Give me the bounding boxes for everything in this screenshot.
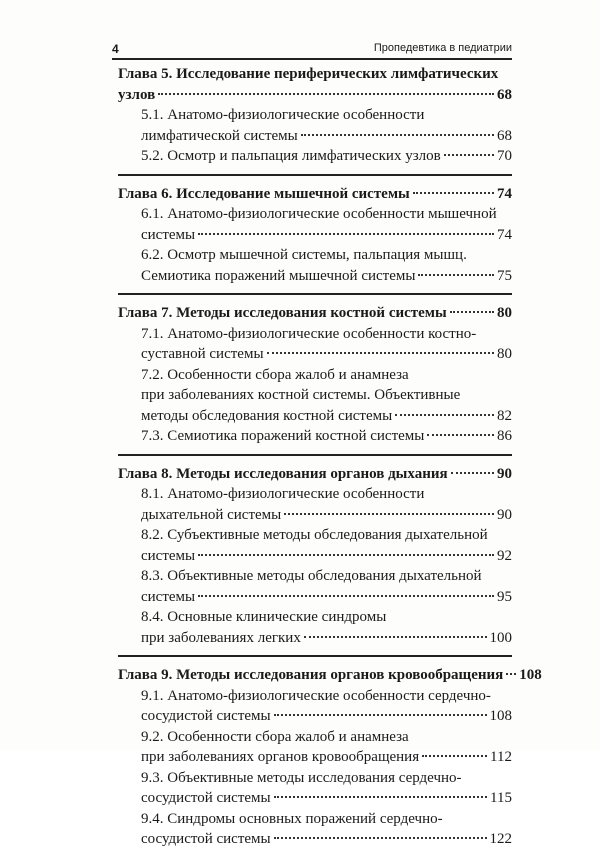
section-title-line[interactable] [118, 788, 512, 809]
section-title-text: Семиотика поражений мышечной системы [141, 267, 416, 284]
dot-leader [198, 595, 494, 597]
page-ref: 68 [497, 127, 512, 144]
section-title-line[interactable] [118, 365, 512, 386]
section-title-text: при заболеваниях легких [141, 629, 301, 646]
chapter-title-text: Глава 6. Исследование мышечной системы [118, 185, 410, 202]
section-title-text: 9.1. Анатомо-физиологические особенности сердечно- [141, 687, 491, 704]
section-title-text: системы [141, 226, 196, 243]
section-title-text: 5.2. Осмотр и пальпация лимфатических узлов [141, 148, 441, 164]
chapter-title-text: узлов [118, 86, 156, 103]
dot-leader [267, 352, 494, 354]
section-title-line[interactable] [118, 566, 512, 587]
dot-leader [450, 311, 494, 313]
section-title-text: 8.3. Объективные методы обследования дыхательной [141, 568, 482, 584]
section-title-line[interactable] [118, 587, 512, 608]
chapter-title-line[interactable] [118, 464, 512, 485]
dot-leader [284, 513, 494, 515]
section-title-text: 7.3. Семиотика поражений костной системы [141, 428, 425, 444]
page-ref: 68 [497, 86, 512, 103]
running-title: Пропедевтика в педиатрии [373, 42, 512, 54]
section-title-line[interactable] [118, 727, 512, 748]
section-title-text: системы [141, 588, 196, 605]
section-title-line[interactable] [118, 204, 512, 225]
section-title-line[interactable] [118, 126, 512, 147]
page-ref: 90 [497, 506, 512, 523]
dot-leader [198, 233, 494, 235]
section-title-text: при заболеваниях костной системы. Объективные [141, 387, 461, 403]
page-ref: 95 [497, 588, 512, 605]
section-title-text: сосудистой системы [141, 790, 271, 806]
section-title-text: 9.2. Особенности сбора жалоб и анамнеза [141, 728, 409, 745]
toc-chapter [118, 655, 542, 850]
section-title-text: суставной системы [141, 346, 264, 362]
section-title-text: методы обследования костной системы [141, 407, 393, 424]
section-title-line[interactable] [118, 324, 512, 345]
section-title-line[interactable] [118, 829, 512, 850]
section-title-line[interactable] [118, 546, 512, 567]
section-title-text: дыхательной системы [141, 506, 282, 523]
section-title-text: сосудистой системы [141, 708, 271, 724]
section-title-line[interactable] [118, 344, 512, 365]
dot-leader [422, 755, 487, 757]
section-title-line[interactable] [118, 525, 512, 546]
page-ref: 80 [497, 305, 512, 321]
chapter-title-line[interactable] [118, 64, 512, 85]
page-ref: 90 [497, 465, 512, 482]
section-title-line[interactable] [118, 146, 512, 167]
section-title-line[interactable] [118, 426, 512, 447]
toc-chapter [118, 174, 512, 287]
section-title-text: сосудистой системы [141, 831, 271, 847]
page-ref: 100 [489, 629, 512, 646]
dot-leader [274, 714, 487, 716]
dot-leader [418, 274, 494, 276]
section-title-line[interactable] [118, 406, 512, 427]
section-title-line[interactable] [118, 628, 512, 649]
chapter-title-text: Глава 5. Исследование периферических лимфатических [118, 66, 499, 82]
page-ref: 86 [497, 428, 512, 444]
section-title-line[interactable] [118, 607, 512, 628]
page-ref: 75 [497, 267, 512, 284]
chapter-title-text: Глава 9. Методы исследования органов кровообращения [118, 667, 504, 683]
section-title-text: 6.1. Анатомо-физиологические особенности мышечной [141, 206, 497, 222]
section-title-line[interactable] [118, 706, 512, 727]
dot-leader [158, 93, 494, 95]
page-ref: 74 [497, 185, 512, 202]
page-ref: 122 [489, 831, 512, 847]
section-title-text: 9.4. Синдромы основных поражений сердечно- [141, 810, 443, 827]
page-ref: 108 [489, 708, 512, 724]
page-ref: 70 [497, 148, 512, 164]
chapter-title-text: Глава 7. Методы исследования костной системы [118, 305, 447, 321]
page-ref: 112 [490, 749, 512, 765]
section-title-text: лимфатической системы [141, 127, 298, 144]
section-title-text: 7.2. Особенности сбора жалоб и анамнеза [141, 366, 409, 383]
section-title-text: 8.2. Субъективные методы обследования дыхательной [141, 527, 488, 543]
dot-leader [451, 472, 494, 474]
chapter-title-line[interactable] [118, 184, 512, 205]
section-title-line[interactable] [118, 105, 512, 126]
chapter-title-line[interactable] [118, 665, 542, 686]
section-title-text: 9.3. Объективные методы исследования сердечно- [141, 769, 462, 786]
dot-leader [274, 796, 487, 798]
section-title-line[interactable] [118, 686, 512, 707]
section-title-line[interactable] [118, 385, 512, 406]
dot-leader [274, 837, 487, 839]
section-title-line[interactable] [118, 809, 512, 830]
chapter-title-line[interactable] [118, 85, 512, 106]
page-header [112, 40, 512, 60]
section-title-text: 5.1. Анатомо-физиологические особенности [141, 107, 425, 123]
page-ref: 108 [519, 667, 542, 683]
dot-leader [301, 134, 494, 136]
section-title-line[interactable] [118, 484, 512, 505]
page-ref: 92 [497, 547, 512, 564]
dot-leader [444, 154, 494, 156]
page-ref: 115 [490, 790, 512, 806]
table-of-contents [118, 64, 542, 850]
section-title-line[interactable] [118, 245, 512, 266]
section-title-text: 8.1. Анатомо-физиологические особенности [141, 486, 425, 502]
section-title-text: 6.2. Осмотр мышечной системы, пальпация мышц. [141, 247, 467, 263]
dot-leader [413, 192, 494, 194]
page-number: 4 [112, 42, 119, 56]
section-title-text: 7.1. Анатомо-физиологические особенности костно- [141, 325, 477, 342]
chapter-title-text: Глава 8. Методы исследования органов дыхания [118, 465, 448, 482]
dot-leader [427, 434, 494, 436]
dot-leader [395, 414, 494, 416]
section-title-text: 8.4. Основные клинические синдромы [141, 609, 387, 625]
section-title-line[interactable] [118, 747, 512, 768]
chapter-title-line[interactable] [118, 303, 512, 324]
toc-chapter [118, 454, 512, 649]
dot-leader [506, 673, 516, 675]
page-ref: 80 [497, 346, 512, 362]
dot-leader [304, 636, 487, 638]
dot-leader [198, 554, 494, 556]
toc-chapter [118, 64, 512, 167]
section-title-line[interactable] [118, 266, 512, 287]
section-title-line[interactable] [118, 768, 512, 789]
section-title-line[interactable] [118, 505, 512, 526]
section-title-line[interactable] [118, 225, 512, 246]
page-ref: 74 [497, 226, 512, 243]
toc-chapter [118, 293, 512, 447]
section-title-text: системы [141, 547, 196, 564]
section-title-text: при заболеваниях органов кровообращения [141, 749, 420, 765]
page-ref: 82 [497, 407, 512, 424]
